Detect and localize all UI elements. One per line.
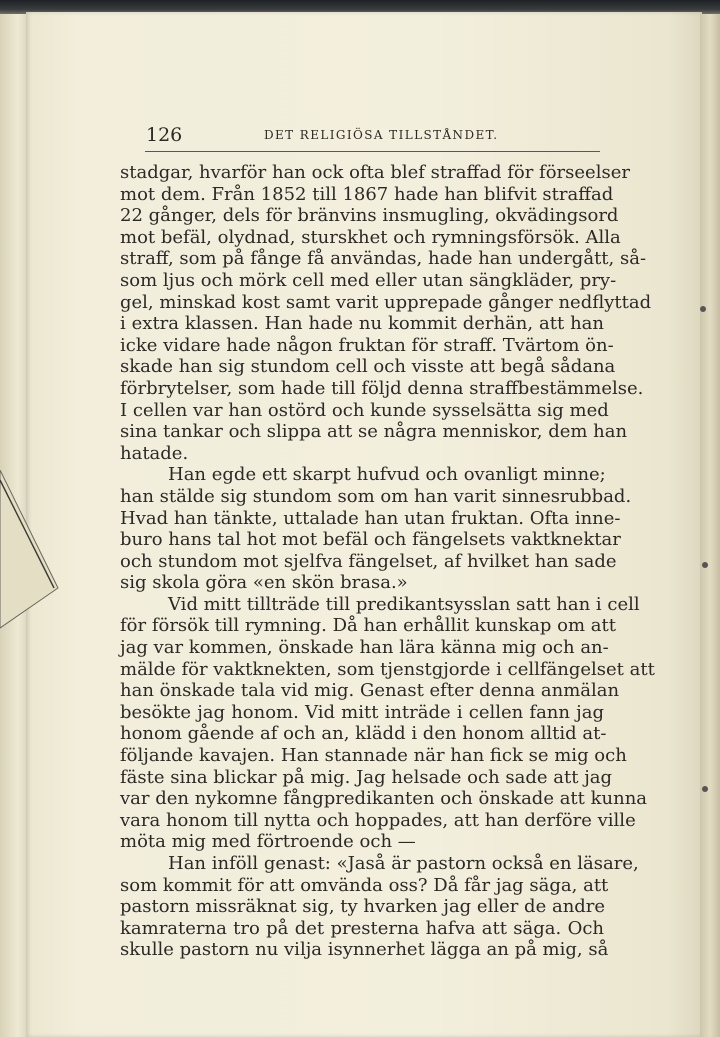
- page-header: [146, 124, 606, 148]
- header-rule: [145, 151, 600, 152]
- text-line: stadgar, hvarför han ock ofta blef straffad för förseelser: [120, 162, 630, 183]
- text-line: för försök till rymning. Då han erhållit kunskap om att: [120, 615, 616, 637]
- text-line: Han inföll genast: «Jaså är pastorn också en läsare,: [168, 853, 639, 874]
- page-number: 126: [146, 124, 183, 146]
- text-line: han stälde sig stundom som om han varit sinnesrubbad.: [120, 485, 632, 507]
- text-line: hatade.: [120, 442, 189, 464]
- text-line: vara honom till nytta och hoppades, att han derföre ville: [120, 809, 636, 831]
- text-line: honom gående af och an, klädd i den honom alltid at-: [120, 723, 607, 745]
- text-line: skulle pastorn nu vilja isynnerhet lägga an på mig, så: [120, 939, 609, 961]
- text-line: möta mig med förtroende och —: [120, 831, 416, 853]
- text-line: och stundom mot sjelfva fängelset, af hvilket han sade: [120, 550, 617, 572]
- text-line: var den nykomne fångpredikanten och önskade att kunna: [120, 788, 648, 810]
- edge-mark: [702, 786, 708, 792]
- text-line: I cellen var han ostörd och kunde sysselsätta sig med: [120, 399, 609, 421]
- text-line: Vid mitt tillträde till predikantsysslan satt han i cell: [168, 593, 640, 615]
- text-line: sina tankar och slippa att se några menniskor, dem han: [120, 421, 628, 443]
- text-line: besökte jag honom. Vid mitt inträde i cellen fann jag: [120, 701, 604, 723]
- text-line: buro hans tal hot mot befäl och fängelsets vaktknektar: [120, 529, 621, 551]
- text-line: som kommit för att omvända oss? Då får jag säga, att: [120, 874, 609, 896]
- text-line: följande kavajen. Han stannade när han fick se mig och: [120, 745, 627, 767]
- text-line: straff, som på fånge få användas, hade han undergått, så-: [120, 248, 647, 270]
- text-line: mot befäl, olydnad, sturskhet och rymningsförsök. Alla: [120, 226, 621, 248]
- body-text: [120, 162, 655, 961]
- text-line: han önskade tala vid mig. Genast efter denna anmälan: [120, 680, 620, 702]
- text-line: 22 gånger, dels för bränvins insmugling, okvädingsord: [120, 205, 619, 227]
- running-title: DET RELIGIÖSA TILLSTÅNDET.: [264, 128, 499, 142]
- text-line: förbrytelser, som hade till följd denna straffbestämmelse.: [120, 377, 644, 399]
- page-edge: [700, 14, 720, 1037]
- text-line: mälde för vaktknekten, som tjenstgjorde i cellfängelset att: [120, 658, 655, 680]
- text-line: gel, minskad kost samt varit upprepade gånger nedflyttad: [120, 291, 652, 313]
- text-line: i extra klassen. Han hade nu kommit derhän, att han: [120, 313, 604, 335]
- edge-mark: [700, 306, 706, 312]
- text-line: skade han sig stundom cell och visste att begå sådana: [120, 356, 616, 378]
- text-line: fäste sina blickar på mig. Jag helsade och sade att jag: [120, 766, 613, 788]
- text-line: jag var kommen, önskade han lära känna mig och an-: [120, 637, 609, 659]
- text-line: pastorn missräknat sig, ty hvarken jag eller de andre: [120, 896, 606, 918]
- folded-page-corner: [0, 470, 60, 630]
- text-line: Han egde ett skarpt hufvud och ovanligt minne;: [168, 464, 606, 486]
- text-line: kamraterna tro på det presterna hafva att säga. Och: [120, 917, 604, 939]
- text-line: Hvad han tänkte, uttalade han utan fruktan. Ofta inne-: [120, 507, 621, 529]
- text-line: som ljus och mörk cell med eller utan sängkläder, pry-: [120, 269, 617, 291]
- edge-mark: [702, 562, 708, 568]
- text-line: sig skola göra «en skön brasa.»: [120, 572, 408, 594]
- text-line: mot dem. Från 1852 till 1867 hade han blifvit straffad: [120, 183, 614, 205]
- text-line: icke vidare hade någon fruktan för straff. Tvärtom ön-: [120, 334, 614, 356]
